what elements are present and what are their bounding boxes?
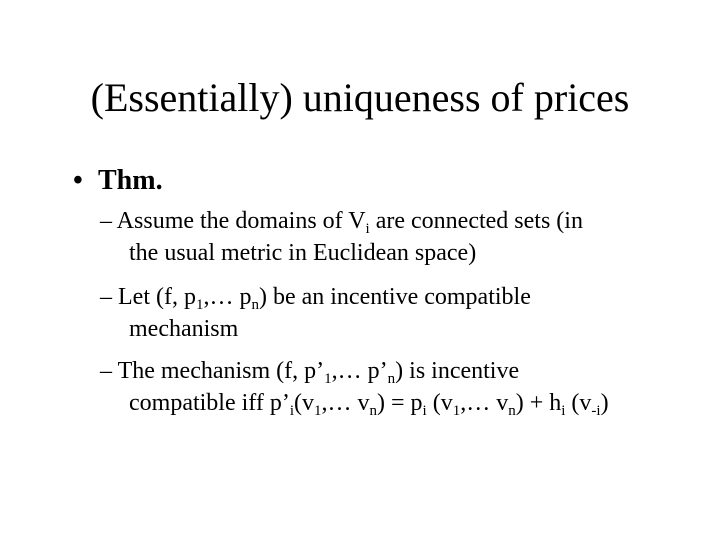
subscript: i bbox=[561, 403, 566, 419]
subscript: n bbox=[387, 371, 396, 387]
subscript: 1 bbox=[314, 403, 322, 419]
subscript: i bbox=[289, 403, 295, 419]
sub-item-line bbox=[100, 355, 609, 387]
sub-item-continuation: mechanism bbox=[129, 316, 239, 342]
text-run: are connected sets (in bbox=[369, 208, 583, 234]
sub-item-mechanism bbox=[100, 281, 531, 345]
text-run: – Assume the domains of V bbox=[100, 208, 366, 234]
subscript: i bbox=[422, 403, 427, 419]
text-run: (v bbox=[294, 390, 315, 416]
sub-item-continuation bbox=[100, 387, 609, 419]
text-run: ) = p bbox=[377, 390, 423, 416]
text-run: ) be an incentive compatible bbox=[258, 284, 531, 310]
subscript: -i bbox=[591, 403, 601, 419]
subscript: 1 bbox=[324, 371, 332, 387]
text-run: ,… p’ bbox=[331, 358, 388, 384]
text-run: ,… v bbox=[321, 390, 370, 416]
subscript: 1 bbox=[452, 403, 461, 419]
subscript: n bbox=[369, 403, 378, 419]
sub-item-uniqueness-claim bbox=[100, 355, 609, 419]
subscript: 1 bbox=[195, 297, 204, 313]
text-run: ,… v bbox=[460, 390, 509, 416]
text-run: ,… p bbox=[203, 284, 252, 310]
sub-item-continuation: the usual metric in Euclidean space) bbox=[129, 240, 477, 266]
text-run: compatible iff p’ bbox=[129, 390, 290, 416]
sub-item-line bbox=[100, 281, 531, 313]
sub-item-line bbox=[100, 205, 583, 237]
subscript: i bbox=[365, 221, 370, 237]
text-run: (v bbox=[426, 390, 453, 416]
text-run: ) + h bbox=[515, 390, 562, 416]
bullet-marker: • bbox=[73, 165, 83, 196]
text-run: ) bbox=[600, 390, 609, 416]
slide-title: (Essentially) uniqueness of prices bbox=[90, 75, 630, 120]
subscript: n bbox=[251, 297, 259, 313]
text-run: (v bbox=[565, 390, 592, 416]
theorem-bullet bbox=[73, 163, 163, 199]
subscript: n bbox=[508, 403, 516, 419]
sub-item-assumption-domains bbox=[100, 205, 583, 269]
theorem-label: Thm. bbox=[98, 165, 163, 196]
text-run: – The mechanism (f, p’ bbox=[100, 358, 325, 384]
text-run: – Let (f, p bbox=[100, 284, 196, 310]
text-run: ) is incentive bbox=[395, 358, 520, 384]
